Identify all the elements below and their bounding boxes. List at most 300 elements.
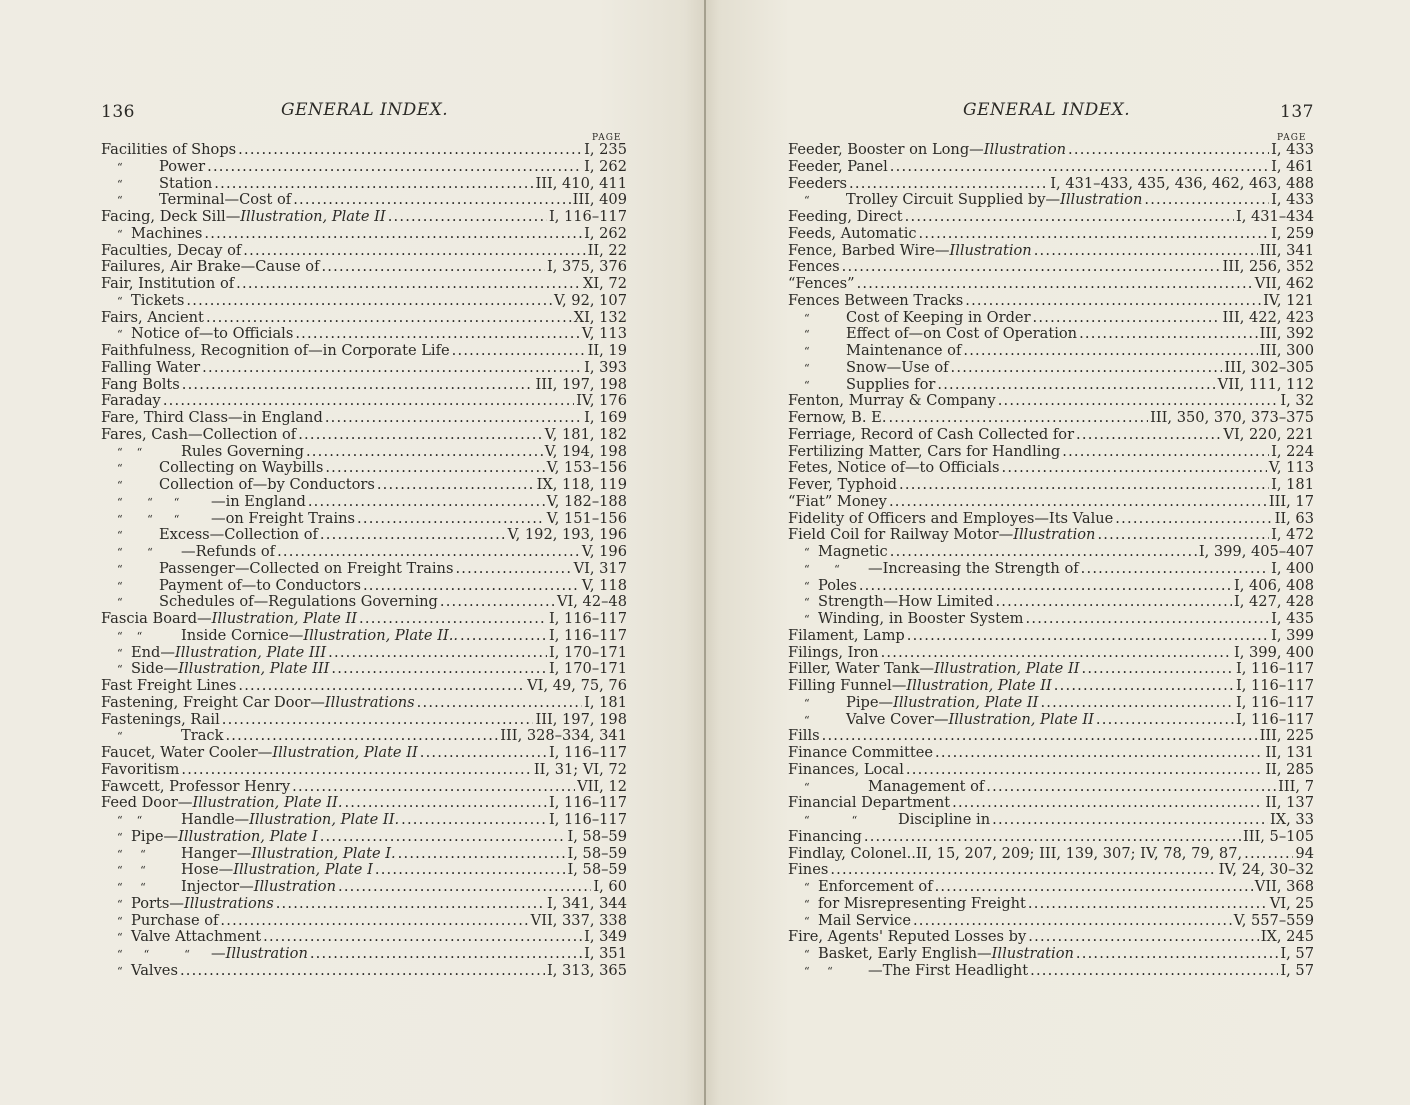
volume-page-reference: IV, 176 xyxy=(576,392,627,410)
entry-heading xyxy=(788,259,840,276)
entry-heading xyxy=(898,812,990,829)
page-number: 136 xyxy=(101,102,135,122)
index-entry xyxy=(788,795,1314,812)
entry-text: Purchase of xyxy=(131,911,219,929)
dot-leader xyxy=(907,628,1269,645)
entry-text: Terminal—Cost of xyxy=(159,191,292,209)
volume-page-reference: IV, 24, 30–32 xyxy=(1218,861,1314,879)
ditto-mark: “ “ xyxy=(804,814,858,827)
dot-leader xyxy=(180,963,545,980)
volume-page-reference: I, 427, 428 xyxy=(1233,593,1314,611)
dot-leader xyxy=(1079,326,1258,343)
index-entry xyxy=(788,929,1314,946)
entry-text: Inside Cornice— xyxy=(181,626,304,644)
dot-leader xyxy=(236,276,581,293)
entry-text: Faucet, Water Cooler— xyxy=(101,744,273,761)
entry-heading xyxy=(211,946,308,963)
ditto-mark: “ “ xyxy=(117,881,146,894)
entry-text: —Increasing the Strength of xyxy=(868,559,1079,577)
index-entry xyxy=(788,728,1314,745)
entry-text: Falling Water xyxy=(101,358,201,376)
dot-leader xyxy=(181,762,532,779)
illustration-note: Illustration, Plate II xyxy=(906,677,1052,694)
volume-page-reference: III, 328–334, 341 xyxy=(500,727,627,745)
entry-heading xyxy=(846,360,949,377)
entry-heading xyxy=(788,728,820,745)
volume-page-reference: I, 58–59 xyxy=(567,827,627,845)
index-entry xyxy=(101,393,627,410)
index-entry xyxy=(788,678,1314,695)
entry-heading xyxy=(788,393,996,410)
entry-text: Valves xyxy=(131,961,178,979)
volume-page-reference: V, 194, 198 xyxy=(544,442,627,460)
entry-heading xyxy=(788,410,886,427)
illustration-note: Illustration xyxy=(253,878,336,895)
entry-heading xyxy=(818,913,911,930)
entry-text: Fairs, Ancient xyxy=(101,308,204,326)
entry-heading xyxy=(788,142,1066,159)
volume-page-reference: VII, 111, 112 xyxy=(1217,375,1314,393)
ditto-mark: “ xyxy=(117,897,123,911)
index-entry xyxy=(788,913,1314,930)
index-entry xyxy=(788,159,1314,176)
ditto-mark: “ xyxy=(804,311,810,325)
ditto-mark: “ xyxy=(804,613,810,626)
entry-text: Fastenings, Rail xyxy=(101,710,220,728)
dot-leader xyxy=(455,561,571,578)
entry-heading xyxy=(211,494,306,511)
entry-text: Feed Door— xyxy=(101,794,193,812)
index-entry xyxy=(101,159,627,176)
index-entry xyxy=(788,561,1314,578)
entry-text: Basket, Early English— xyxy=(818,945,992,962)
volume-page-reference: I, 170–171 xyxy=(548,643,627,661)
dot-leader xyxy=(238,678,525,695)
ditto-mark: “ xyxy=(804,546,810,559)
entry-heading xyxy=(131,929,261,946)
ditto-mark: “ “ xyxy=(804,562,840,576)
volume-page-reference: V, 151–156 xyxy=(546,509,627,527)
entry-heading xyxy=(101,276,234,293)
volume-page-reference: I, 461 xyxy=(1271,157,1314,175)
dot-leader xyxy=(1062,444,1269,461)
entry-text: Handle— xyxy=(181,811,250,828)
page-column-label: PAGE xyxy=(1277,133,1307,143)
dot-leader xyxy=(398,846,566,863)
dot-leader xyxy=(963,343,1257,360)
entry-text: Failures, Air Brake—Cause of xyxy=(101,258,320,276)
dot-leader xyxy=(913,913,1232,930)
entry-heading xyxy=(131,293,184,310)
entry-heading xyxy=(846,192,1142,209)
ditto-mark: “ “ xyxy=(117,814,143,827)
entry-heading xyxy=(101,678,236,695)
dot-leader xyxy=(899,477,1269,494)
dot-leader xyxy=(325,410,582,427)
index-entry xyxy=(101,544,627,561)
illustration-note: Illustration xyxy=(949,241,1032,259)
index-entry xyxy=(788,611,1314,628)
dot-leader xyxy=(952,795,1263,812)
dot-leader xyxy=(417,695,582,712)
volume-page-reference: V, 181, 182 xyxy=(544,425,627,443)
dot-leader xyxy=(1082,661,1234,678)
ditto-mark: “ “ xyxy=(117,629,143,643)
dot-leader xyxy=(308,494,545,511)
volume-page-reference: I, 170–171 xyxy=(548,660,627,678)
ditto-mark: “ xyxy=(117,931,123,945)
dot-leader xyxy=(1030,963,1278,980)
illustration-note: Illustration, Plate I xyxy=(233,861,373,879)
index-entry xyxy=(788,963,1314,980)
entry-text: Collection of—by Conductors xyxy=(159,476,375,493)
entry-heading xyxy=(818,594,993,611)
volume-page-reference: 94 xyxy=(1295,844,1314,862)
entry-text: —Refunds of xyxy=(181,543,276,560)
entry-text: Injector— xyxy=(181,878,254,895)
volume-page-reference: VII, 12 xyxy=(577,777,627,795)
ditto-mark: “ xyxy=(117,596,123,610)
ditto-mark: “ xyxy=(804,194,810,208)
index-list xyxy=(788,142,1314,980)
ditto-mark: “ xyxy=(804,596,810,610)
entry-heading xyxy=(159,578,361,595)
entry-heading xyxy=(788,795,950,812)
volume-page-reference: I, 58–59 xyxy=(567,861,627,879)
entry-text: Power xyxy=(159,157,206,175)
entry-heading xyxy=(159,176,212,193)
index-entry xyxy=(101,695,627,712)
dot-leader xyxy=(905,209,1234,226)
dot-leader xyxy=(220,913,528,930)
dot-leader xyxy=(849,176,1048,193)
ditto-mark: “ xyxy=(804,378,810,392)
dot-leader xyxy=(420,745,547,762)
index-entry xyxy=(101,477,627,494)
entry-text: Fascia Board— xyxy=(101,610,212,627)
volume-page-reference: II, 131 xyxy=(1265,744,1314,761)
dot-leader xyxy=(321,259,545,276)
entry-text: Finance Committee xyxy=(788,744,934,761)
dot-leader xyxy=(214,176,533,193)
entry-heading xyxy=(181,728,223,745)
dot-leader xyxy=(1076,427,1221,444)
dot-leader xyxy=(238,142,582,159)
index-entry xyxy=(788,511,1314,528)
volume-page-reference: I, 60 xyxy=(593,878,627,895)
dot-leader xyxy=(276,896,545,913)
dot-leader xyxy=(388,209,547,226)
dot-leader xyxy=(320,527,506,544)
dot-leader xyxy=(331,661,547,678)
volume-page-reference: I, 262 xyxy=(584,224,627,242)
ditto-mark: “ xyxy=(117,194,123,208)
entry-text: Pipe— xyxy=(131,827,179,845)
ditto-mark: “ “ xyxy=(117,546,153,559)
entry-heading xyxy=(846,695,1038,712)
volume-page-reference: VI, 42–48 xyxy=(556,593,627,611)
entry-heading xyxy=(788,276,855,293)
entry-heading xyxy=(131,829,318,846)
dot-leader xyxy=(1097,527,1269,544)
index-entry xyxy=(101,829,627,846)
index-entry xyxy=(101,326,627,343)
entry-heading xyxy=(131,661,329,678)
entry-text: Passenger—Collected on Freight Trains xyxy=(159,559,454,577)
page-column-label: PAGE xyxy=(592,133,622,143)
entry-text: Fidelity of Officers and Employes—Its Value xyxy=(788,509,1114,527)
entry-text: —on Freight Trains xyxy=(211,509,356,527)
dot-leader xyxy=(935,879,1253,896)
entry-heading xyxy=(788,209,903,226)
entry-heading xyxy=(788,929,1026,946)
entry-heading xyxy=(788,678,1052,695)
ditto-mark: “ xyxy=(804,713,810,727)
index-entry xyxy=(101,460,627,477)
entry-text: Fences xyxy=(788,258,840,276)
entry-heading xyxy=(846,343,961,360)
entry-text: Fare, Third Class—in England xyxy=(101,409,323,426)
index-entry xyxy=(101,243,627,260)
entry-heading xyxy=(101,142,236,159)
illustration-note: Illustration xyxy=(1060,191,1143,209)
dot-leader xyxy=(1028,896,1268,913)
dot-leader xyxy=(1002,460,1267,477)
volume-page-reference: I, 262 xyxy=(584,157,627,175)
index-entry xyxy=(788,812,1314,829)
volume-page-reference: I, 433 xyxy=(1271,141,1314,158)
illustration-note: Illustration, Plate II.. xyxy=(303,626,459,644)
entry-heading xyxy=(788,527,1095,544)
illustration-note: Illustration xyxy=(983,141,1067,158)
dot-leader xyxy=(1068,142,1269,159)
ditto-mark: “ xyxy=(117,177,123,191)
ditto-mark: “ xyxy=(117,646,123,660)
entry-text: Ports— xyxy=(131,894,184,912)
index-entry xyxy=(788,862,1314,879)
entry-text: Management of xyxy=(868,777,985,795)
entry-text: “Fiat” Money xyxy=(788,492,887,510)
dot-leader xyxy=(1054,678,1234,695)
index-entry xyxy=(101,444,627,461)
ditto-mark: “ xyxy=(117,562,123,576)
index-entry xyxy=(101,946,627,963)
index-entry xyxy=(101,678,627,695)
illustration-note: Illustration xyxy=(225,945,308,962)
index-entry xyxy=(101,862,627,879)
entry-heading xyxy=(159,594,438,611)
index-entry xyxy=(101,661,627,678)
index-entry xyxy=(788,695,1314,712)
index-entry xyxy=(101,192,627,209)
dot-leader xyxy=(1081,561,1269,578)
dot-leader xyxy=(359,611,547,628)
dot-leader xyxy=(206,310,572,327)
entry-heading xyxy=(818,896,1026,913)
dot-leader xyxy=(363,578,580,595)
volume-page-reference: III, 197, 198 xyxy=(535,375,627,393)
ditto-mark: “ xyxy=(117,328,123,342)
entry-heading xyxy=(788,762,904,779)
entry-text: Field Coil for Railway Motor— xyxy=(788,526,1014,544)
ditto-mark: “ xyxy=(804,897,810,911)
volume-page-reference: IX, 33 xyxy=(1269,811,1314,828)
dot-leader xyxy=(859,578,1232,595)
entry-heading xyxy=(181,879,336,896)
index-entry xyxy=(788,829,1314,846)
ditto-mark: “ xyxy=(117,830,123,844)
index-entry xyxy=(788,293,1314,310)
dot-leader xyxy=(881,645,1232,662)
entry-heading xyxy=(788,427,1074,444)
index-entry xyxy=(101,360,627,377)
entry-heading xyxy=(101,745,418,762)
dot-leader xyxy=(243,243,585,260)
entry-text: Magnetic xyxy=(818,543,888,560)
ditto-mark: “ xyxy=(804,345,810,358)
entry-heading xyxy=(159,159,205,176)
dot-leader xyxy=(225,728,498,745)
dot-leader xyxy=(992,812,1268,829)
dot-leader xyxy=(1026,611,1270,628)
index-entry xyxy=(101,762,627,779)
volume-page-reference: VI, 49, 75, 76 xyxy=(527,677,627,694)
index-entry xyxy=(101,779,627,796)
entry-text: Faraday xyxy=(101,392,161,410)
right-page xyxy=(705,0,1410,1105)
entry-text: Schedules of—Regulations Governing xyxy=(159,593,438,611)
volume-page-reference: IX, 118, 119 xyxy=(536,476,627,493)
volume-page-reference: I, 399, 400 xyxy=(1233,643,1314,661)
entry-text: Hanger— xyxy=(181,844,252,862)
index-entry xyxy=(101,527,627,544)
entry-heading xyxy=(788,226,917,243)
dot-leader xyxy=(965,293,1261,310)
entry-text: Fares, Cash—Collection of xyxy=(101,425,297,443)
volume-page-reference: V, 118 xyxy=(581,576,627,594)
illustration-note: Illustration, Plate II xyxy=(893,693,1039,711)
volume-page-reference: III, 409 xyxy=(572,191,627,209)
index-entry xyxy=(788,779,1314,796)
entry-heading xyxy=(818,879,933,896)
entry-text: Fines xyxy=(788,861,829,879)
index-entry xyxy=(101,578,627,595)
index-entry xyxy=(788,410,1314,427)
volume-page-reference: III, 197, 198 xyxy=(535,710,627,728)
dot-leader xyxy=(864,829,1241,846)
entry-text: Fenton, Murray & Company xyxy=(788,392,996,410)
index-entry xyxy=(788,326,1314,343)
illustration-note: Illustration, Plate II xyxy=(211,610,358,627)
ditto-mark: “ “ xyxy=(117,864,146,878)
index-entry xyxy=(101,410,627,427)
entry-text: Faculties, Decay of xyxy=(101,241,242,259)
entry-heading xyxy=(159,477,375,494)
entry-text: Fair, Institution of xyxy=(101,275,235,292)
index-entry xyxy=(101,795,627,812)
entry-heading xyxy=(101,779,290,796)
volume-page-reference: XI, 72 xyxy=(582,275,627,292)
entry-heading xyxy=(101,762,179,779)
volume-page-reference: VI, 25 xyxy=(1269,894,1314,912)
entry-heading xyxy=(788,460,1000,477)
volume-page-reference: I, 351 xyxy=(584,945,627,962)
entry-heading xyxy=(788,862,828,879)
entry-text: Discipline in xyxy=(898,811,991,828)
index-entry xyxy=(788,494,1314,511)
index-entry xyxy=(788,879,1314,896)
entry-heading xyxy=(788,745,933,762)
index-entry xyxy=(788,477,1314,494)
entry-heading xyxy=(211,511,355,528)
entry-heading xyxy=(846,326,1077,343)
volume-page-reference: I, 57 xyxy=(1280,945,1314,962)
volume-page-reference: I, 116–117 xyxy=(548,610,627,627)
entry-heading xyxy=(101,611,357,628)
index-entry xyxy=(788,578,1314,595)
index-entry xyxy=(101,142,627,159)
illustration-note: Illustration, Plate II xyxy=(240,208,386,225)
illustration-note: Illustrations xyxy=(183,894,274,912)
index-entry xyxy=(788,377,1314,394)
volume-page-reference: I, 259 xyxy=(1271,224,1314,242)
entry-heading xyxy=(788,243,1032,260)
index-entry xyxy=(101,226,627,243)
entry-text: Poles xyxy=(818,576,857,594)
dot-leader xyxy=(202,360,582,377)
entry-heading xyxy=(101,310,204,327)
ditto-mark: “ xyxy=(117,294,123,308)
entry-heading xyxy=(788,628,905,645)
illustration-note: Illustration xyxy=(1013,526,1096,544)
entry-text: Fertilizing Matter, Cars for Handling xyxy=(788,442,1061,460)
entry-heading xyxy=(818,611,1024,628)
dot-leader xyxy=(222,712,534,729)
entry-text: Fawcett, Professor Henry xyxy=(101,777,291,795)
entry-heading xyxy=(788,444,1060,461)
index-entry xyxy=(788,946,1314,963)
ditto-mark: “ “ xyxy=(804,964,833,978)
illustration-note: Illustration, Plate II. xyxy=(192,794,343,812)
volume-page-reference: I, 313, 365 xyxy=(546,961,627,979)
dot-leader xyxy=(890,544,1197,561)
volume-page-reference: I, 433 xyxy=(1271,191,1314,209)
volume-page-reference: I, 57 xyxy=(1280,961,1314,979)
entry-text: Notice of—to Officials xyxy=(131,325,294,343)
volume-page-reference: III, 302–305 xyxy=(1224,358,1314,376)
dot-leader xyxy=(320,829,566,846)
entry-text: Filler, Water Tank— xyxy=(788,660,935,678)
index-entry xyxy=(788,628,1314,645)
ditto-mark: “ xyxy=(804,361,810,375)
dot-leader xyxy=(1115,511,1272,528)
ditto-mark: “ xyxy=(117,663,123,677)
volume-page-reference: III, 7 xyxy=(1278,777,1314,795)
entry-text: Station xyxy=(159,174,213,192)
entry-heading xyxy=(788,661,1080,678)
volume-page-reference: I, 375, 376 xyxy=(546,258,627,276)
dot-leader xyxy=(935,745,1263,762)
index-entry xyxy=(788,846,1314,863)
index-entry xyxy=(788,896,1314,913)
entry-text: Snow—Use of xyxy=(846,358,949,376)
volume-page-reference: I, 400 xyxy=(1271,559,1314,577)
dot-leader xyxy=(1096,712,1234,729)
entry-text: Hose— xyxy=(181,861,234,879)
volume-page-reference: II, 31; VI, 72 xyxy=(533,760,627,778)
ditto-mark: “ xyxy=(117,160,123,174)
index-entry xyxy=(101,276,627,293)
